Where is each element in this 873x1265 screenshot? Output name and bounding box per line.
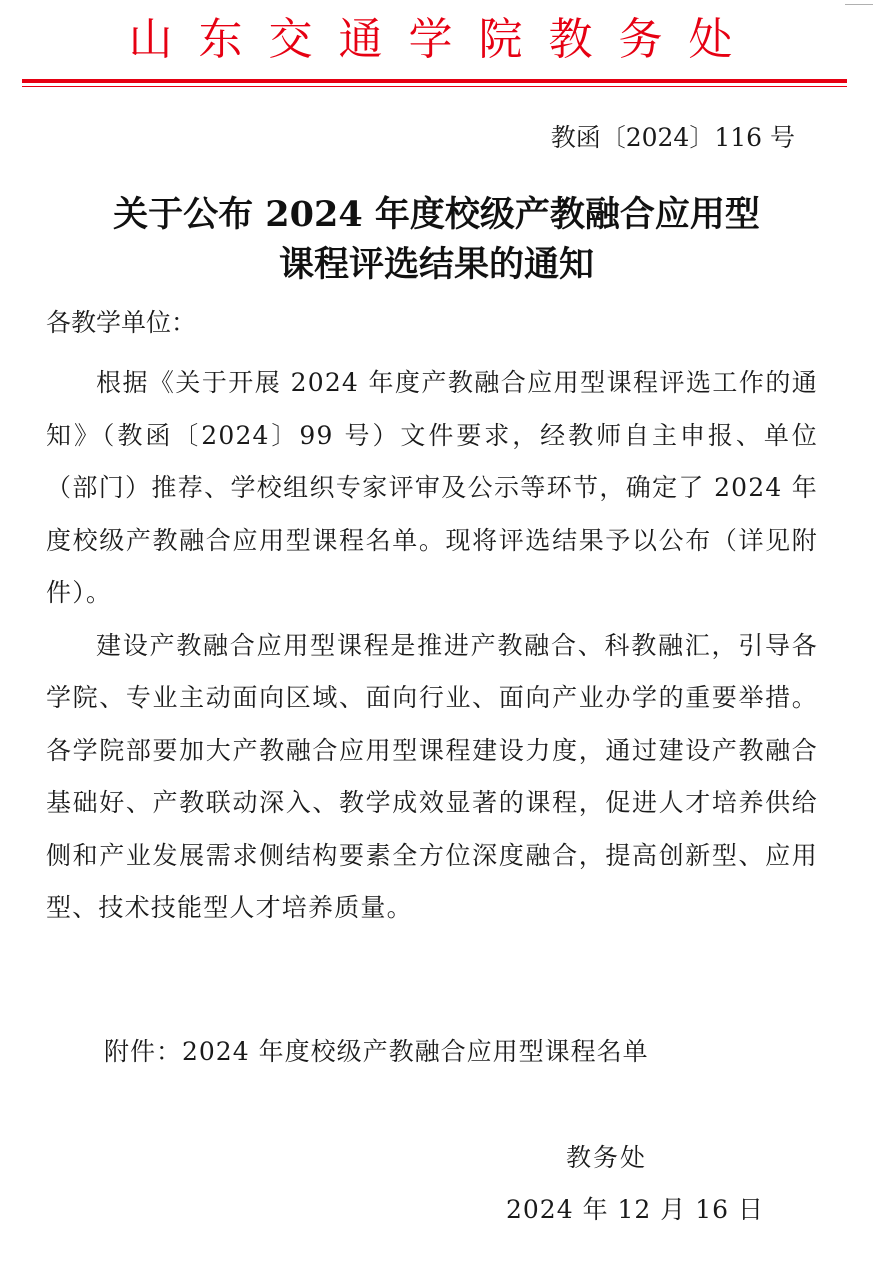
page-corner-mark [845,0,873,5]
body-paragraph-1: 根据《关于开展 2024 年度产教融合应用型课程评选工作的通知》（教函〔2024〕99 号）文件要求，经教师自主申报、单位（部门）推荐、学校组织专家评审及公示等环节，确定了 2024 年度校级产教融合应用型课程名单。现将评选结果予以公布（详见附件）。 [46,368,818,607]
document-title [0,190,873,290]
attachment-line: 附件：2024 年度校级产教融合应用型课程名单 [104,1037,649,1066]
body-paragraph-2: 建设产教融合应用型课程是推进产教融合、科教融汇，引导各学院、专业主动面向区域、面向行业、面向产业办学的重要举措。各学院部要加大产教融合应用型课程建设力度，通过建设产教融合基础好、产教联动深入、教学成效显著的课程，促进人才培养供给侧和产业发展需求侧结构要素全方位深度融合，提高创新型、应用型、技术技能型人才培养质量。 [46,630,818,922]
letterhead-red-rule-thin [22,86,847,87]
issue-date: 2024 年 12 月 16 日 [506,1195,764,1224]
salutation: 各教学单位： [46,308,197,337]
document-title-line-1: 关于公布 2024 年度校级产教融合应用型 [113,194,760,235]
document-number: 教函〔2024〕116 号 [550,123,795,152]
document-title-line-2: 课程评选结果的通知 [278,244,594,285]
signer: 教务处 [566,1143,648,1172]
letterhead-red-rule-thick [22,79,847,83]
document-body [46,357,818,935]
letterhead-org-name: 山东交通学院教务处 [128,14,759,65]
